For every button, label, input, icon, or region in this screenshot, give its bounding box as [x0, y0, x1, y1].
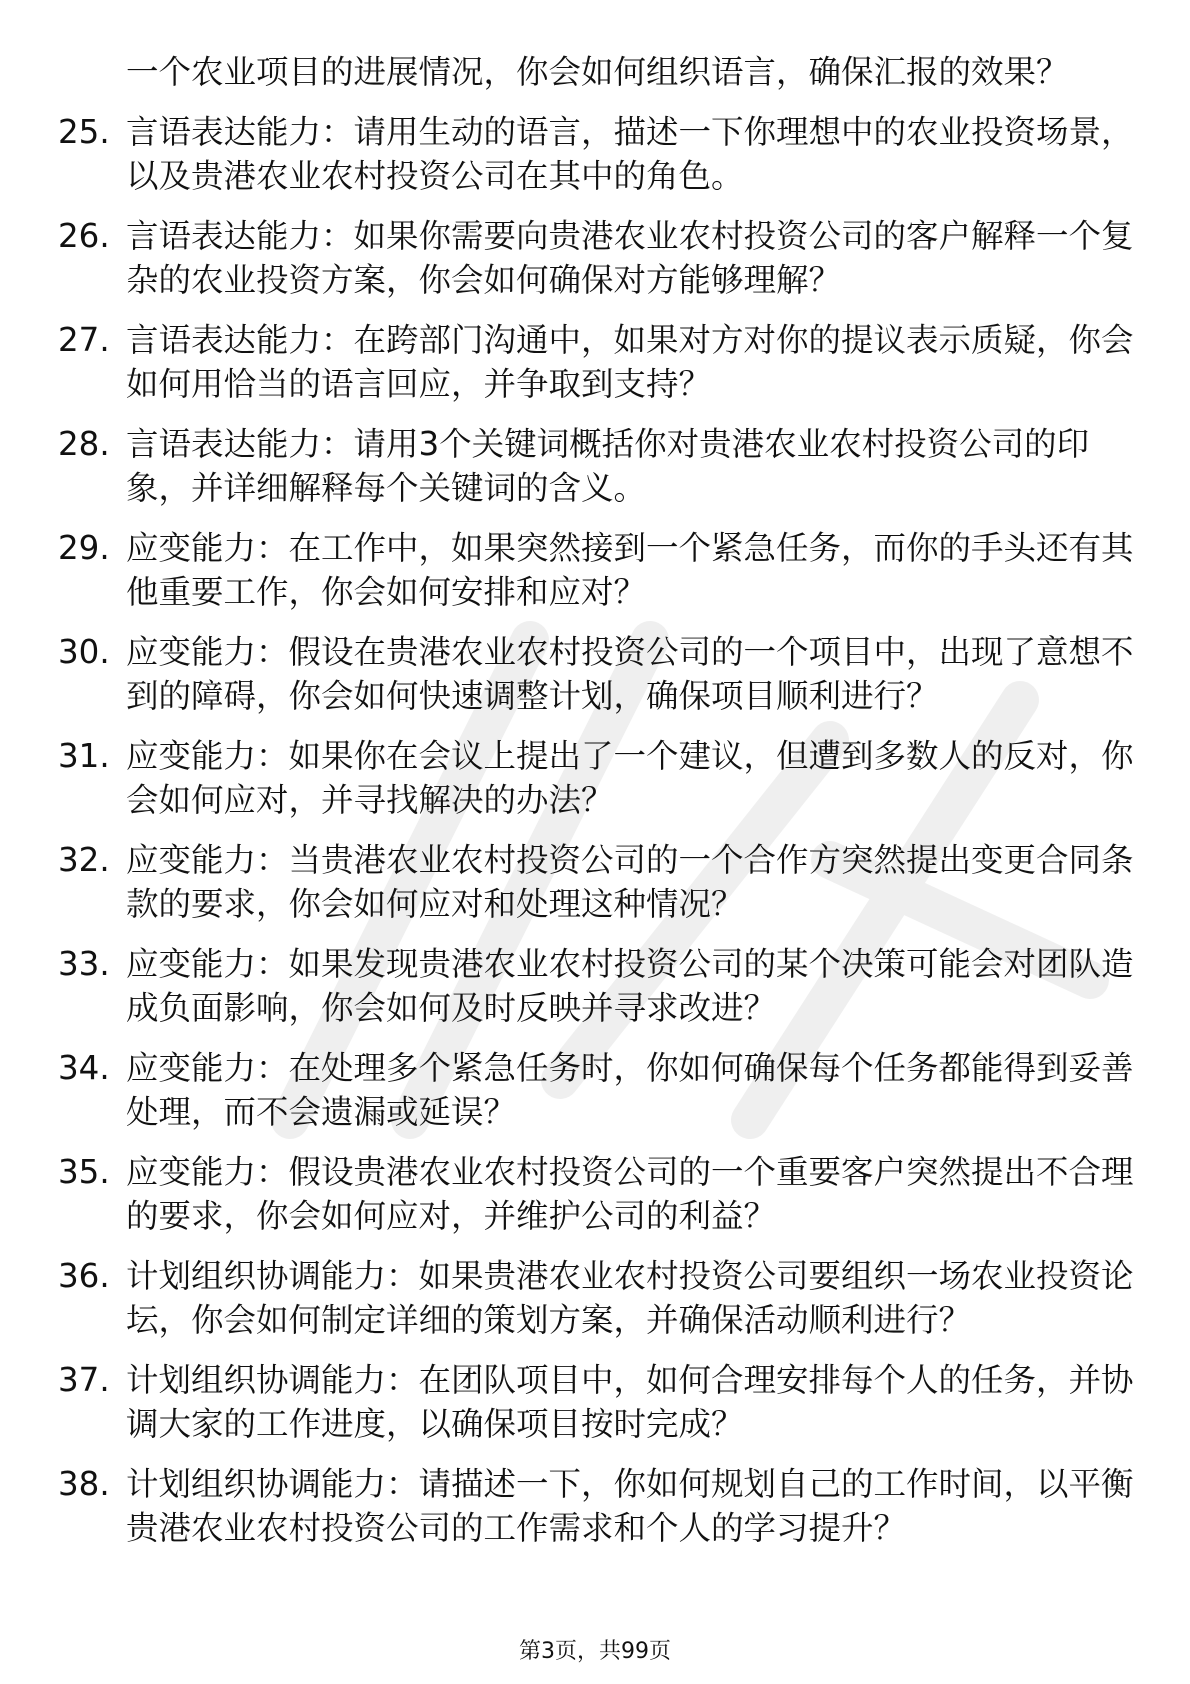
- list-item: [58, 734, 1138, 822]
- question-text: 应变能力：在处理多个紧急任务时，你如何确保每个任务都能得到妥善处理，而不会遗漏或延误？: [126, 1049, 1134, 1131]
- list-item: [58, 838, 1138, 926]
- page-footer: 第3页，共99页: [519, 1639, 671, 1664]
- question-text: 计划组织协调能力：如果贵港农业农村投资公司要组织一场农业投资论坛，你会如何制定详细的策划方案，并确保活动顺利进行？: [126, 1257, 1134, 1339]
- list-item: [58, 1462, 1138, 1550]
- question-content: [58, 50, 1138, 1566]
- list-item: [58, 110, 1138, 198]
- list-item: [58, 318, 1138, 406]
- question-text: 言语表达能力：如果你需要向贵港农业农村投资公司的客户解释一个复杂的农业投资方案，你会如何确保对方能够理解？: [126, 217, 1134, 299]
- question-number: 29.: [58, 529, 110, 567]
- question-text: 应变能力：当贵港农业农村投资公司的一个合作方突然提出变更合同条款的要求，你会如何应对和处理这种情况？: [126, 841, 1134, 923]
- question-text: 应变能力：在工作中，如果突然接到一个紧急任务，而你的手头还有其他重要工作，你会如何安排和应对？: [126, 529, 1134, 611]
- list-item: [58, 526, 1138, 614]
- question-number: 37.: [58, 1361, 110, 1399]
- question-number: 36.: [58, 1257, 110, 1295]
- list-item: [58, 1254, 1138, 1342]
- question-number: 35.: [58, 1153, 110, 1191]
- question-number: 27.: [58, 321, 110, 359]
- question-number: 28.: [58, 425, 110, 463]
- question-number: 34.: [58, 1049, 110, 1087]
- question-text: 计划组织协调能力：在团队项目中，如何合理安排每个人的任务，并协调大家的工作进度，以确保项目按时完成？: [126, 1361, 1134, 1443]
- question-number: 25.: [58, 113, 110, 151]
- question-text: 应变能力：假设贵港农业农村投资公司的一个重要客户突然提出不合理的要求，你会如何应对，并维护公司的利益？: [126, 1153, 1134, 1235]
- question-text: 应变能力：如果发现贵港农业农村投资公司的某个决策可能会对团队造成负面影响，你会如何及时反映并寻求改进？: [126, 945, 1134, 1027]
- list-item: [58, 1046, 1138, 1134]
- question-number: 32.: [58, 841, 110, 879]
- list-item: [58, 422, 1138, 510]
- question-text: 计划组织协调能力：请描述一下，你如何规划自己的工作时间，以平衡贵港农业农村投资公司的工作需求和个人的学习提升？: [126, 1465, 1134, 1547]
- list-item: [58, 942, 1138, 1030]
- question-text: 言语表达能力：请用3个关键词概括你对贵港农业农村投资公司的印象，并详细解释每个关键词的含义。: [126, 425, 1090, 507]
- question-number: 30.: [58, 633, 110, 671]
- list-item: [58, 630, 1138, 718]
- question-number: 31.: [58, 737, 110, 775]
- question-number: 33.: [58, 945, 110, 983]
- question-number: 26.: [58, 217, 110, 255]
- question-list: [58, 110, 1138, 1550]
- question-text: 应变能力：如果你在会议上提出了一个建议，但遭到多数人的反对，你会如何应对，并寻找解决的办法？: [126, 737, 1134, 819]
- question-text: 应变能力：假设在贵港农业农村投资公司的一个项目中，出现了意想不到的障碍，你会如何快速调整计划，确保项目顺利进行？: [126, 633, 1134, 715]
- list-item: [58, 1150, 1138, 1238]
- list-item: [58, 1358, 1138, 1446]
- question-text: 言语表达能力：请用生动的语言，描述一下你理想中的农业投资场景，以及贵港农业农村投资公司在其中的角色。: [126, 113, 1134, 195]
- question-number: 38.: [58, 1465, 110, 1503]
- intro-continuation-text: 一个农业项目的进展情况，你会如何组织语言，确保汇报的效果？: [126, 53, 1069, 91]
- question-text: 言语表达能力：在跨部门沟通中，如果对方对你的提议表示质疑，你会如何用恰当的语言回应，并争取到支持？: [126, 321, 1134, 403]
- list-item: [58, 214, 1138, 302]
